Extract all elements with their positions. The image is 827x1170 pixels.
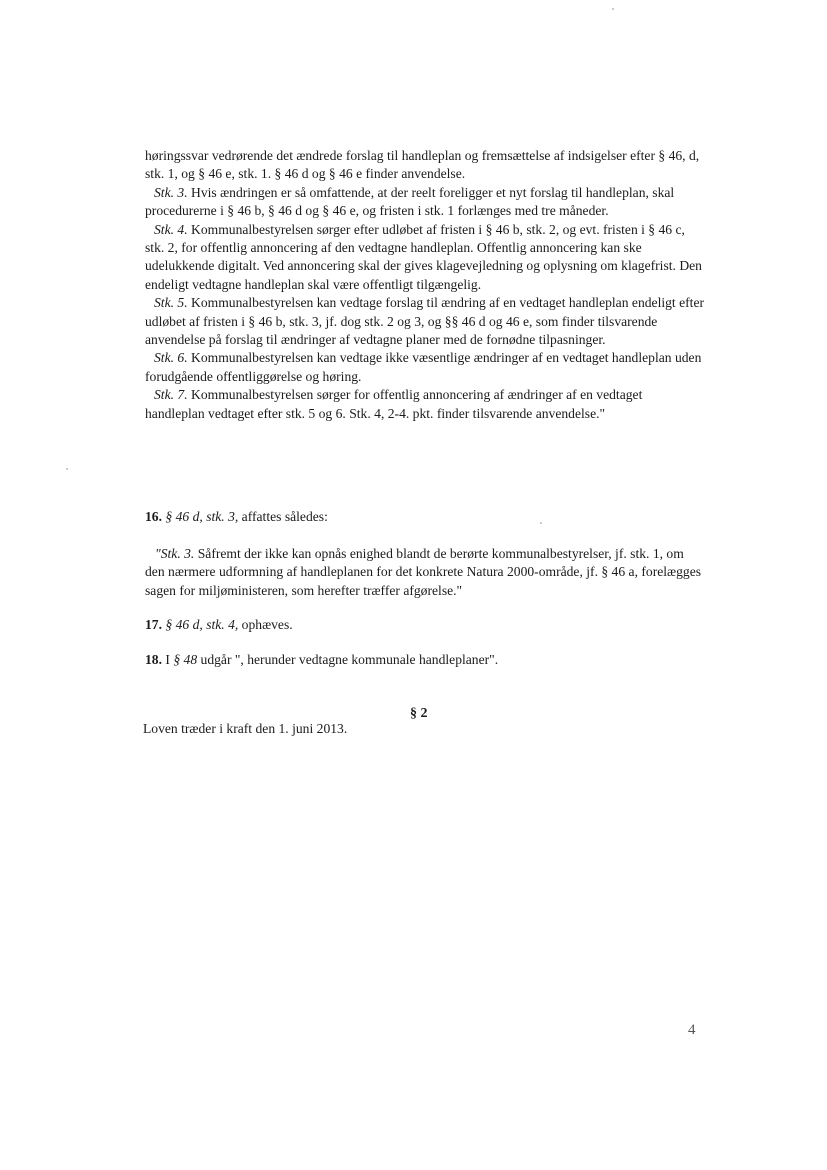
scan-speck [66, 468, 68, 470]
stk-5-paragraph [145, 294, 705, 349]
item-17 [145, 616, 705, 634]
stk-6-paragraph [145, 349, 705, 386]
item-18 [145, 651, 705, 669]
quote-prefix: " [155, 546, 161, 561]
stk-7-text: Kommunalbestyrelsen sørger for offentlig annoncering af ændringer af en vedtaget handleplan vedtaget efter stk. 5 og 6. Stk. 4, 2-4. pkt. finder tilsvarende anvendelse." [145, 387, 643, 421]
scan-speck [540, 522, 542, 524]
item-17-text: ophæves. [238, 617, 293, 632]
item-16-quote [145, 545, 705, 600]
item-16-text: affattes således: [238, 509, 328, 524]
item-17-ref: § 46 d, stk. 4, [165, 617, 239, 632]
stk-6-text: Kommunalbestyrelsen kan vedtage ikke væsentlige ændringer af en vedtaget handleplan uden forudgående offentliggørelse og høring. [145, 350, 702, 384]
item-16-number: 16. [145, 509, 162, 524]
effective-date-text: Loven træder i kraft den 1. juni 2013. [143, 721, 348, 736]
stk-7-label: Stk. 7. [154, 387, 188, 403]
item-17-number: 17. [145, 617, 162, 632]
scan-speck [612, 8, 614, 10]
continuation-paragraph: høringssvar vedrørende det ændrede forslag til handleplan og fremsættelse af indsigelser efter § 46, d, stk. 1, og § 46 e, stk. 1. § 46 d og § 46 e finder anvendelse. [145, 148, 700, 182]
stk-5-label: Stk. 5. [154, 295, 188, 311]
quote-text: Såfremt der ikke kan opnås enighed blandt de berørte kommunalbestyrelser, jf. stk. 1, om den nærmere udformning af handleplanen for det konkrete Natura 2000-område, jf. § 46 a, forelægges sagen for miljøministeren, som herefter træffer afgørelse." [145, 546, 702, 598]
stk-4-label: Stk. 4. [154, 221, 188, 237]
stk-5-text: Kommunalbestyrelsen kan vedtage forslag til ændring af en vedtaget handleplan endeligt efter udløbet af fristen i § 46 b, stk. 3, jf. dog stk. 2 og 3, og §§ 46 d og 46 e, som finder tilsvarende anvendelse på forslag til ændringer af vedtagne planer med de fornødne tilpasninger. [145, 295, 704, 348]
item-16 [145, 508, 705, 526]
item-16-ref: § 46 d, stk. 3, [165, 509, 239, 524]
stk-6-label: Stk. 6. [154, 350, 188, 366]
stk-4-paragraph [145, 221, 705, 295]
quote-stk-label: Stk. 3. [160, 546, 195, 561]
section-heading: § 2 [410, 706, 428, 721]
page-number: 4 [688, 1022, 696, 1038]
stk-3-paragraph [145, 184, 705, 221]
amendment-text-block [145, 147, 705, 423]
stk-4-text: Kommunalbestyrelsen sørger efter udløbet af fristen i § 46 b, stk. 2, og evt. fristen i § 46 c, stk. 2, for offentlig annoncering af den vedtagne handleplan. Offentlig annoncering kan ske udelukkende digitalt. Ved annoncering skal der gives klagevejledning og oplysning om klagefrist. Den endeligt vedtagne handleplan skal være offentligt tilgængelig. [145, 221, 702, 292]
stk-3-label: Stk. 3. [154, 184, 188, 200]
item-18-ref: § 48 [173, 652, 198, 667]
stk-7-paragraph [145, 386, 705, 423]
item-18-number: 18. [145, 652, 162, 667]
item-18-text: udgår ", herunder vedtagne kommunale handleplaner". [197, 652, 499, 667]
stk-3-text: Hvis ændringen er så omfattende, at der reelt foreligger et nyt forslag til handleplan, skal procedurerne i § 46 b, § 46 d og § 46 e, og fristen i stk. 1 forlænges med tre måneder. [145, 184, 675, 219]
item-18-prefix: I [162, 652, 174, 667]
